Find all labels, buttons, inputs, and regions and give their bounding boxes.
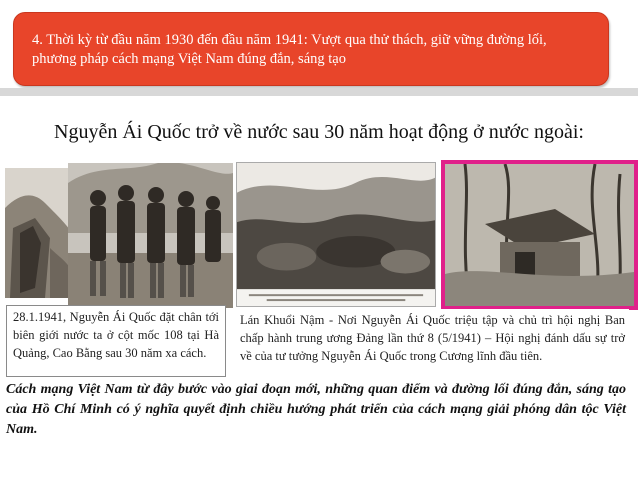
photo-rocks (236, 162, 436, 307)
page-heading: Nguyễn Ái Quốc trở về nước sau 30 năm hoạt động ở nước ngoài: (54, 121, 584, 143)
photo-group (68, 163, 233, 308)
photo-hut (441, 160, 638, 310)
caption-border-marker: 28.1.1941, Nguyễn Ái Quốc đặt chân tới biên giới nước ta ở cột mốc 108 tại Hà Quảng, Cao Bằng sau 30 năm xa cách. (6, 305, 226, 377)
header-shadow-band (0, 88, 638, 96)
section-header-text: 4. Thời kỳ từ đầu năm 1930 đến đầu năm 1941: Vượt qua thử thách, giữ vững đường lối, phương pháp cách mạng Việt Nam đúng đắn, sáng tạo (32, 32, 547, 67)
photo-border-marker (5, 168, 75, 298)
caption-hut: Lán Khuổi Nậm - Nơi Nguyễn Ái Quốc triệu tập và chủ trì hội nghị Ban chấp hành trung ương Đảng lần thứ 8 (5/1941) – Hội nghị đánh dấu sự trở về của tư tưởng Nguyễn Ái Quốc trong Cương lĩnh đầu tiên. (236, 309, 629, 381)
section-header-box (13, 12, 609, 86)
conclusion-text: Cách mạng Việt Nam từ đây bước vào giai đoạn mới, những quan điểm và đường lối đúng đắn, sáng tạo của Hồ Chí Minh có ý nghĩa quyết định chiều hướng phát triển của cách mạng giải phóng dân tộc Việt Nam. (6, 382, 626, 437)
